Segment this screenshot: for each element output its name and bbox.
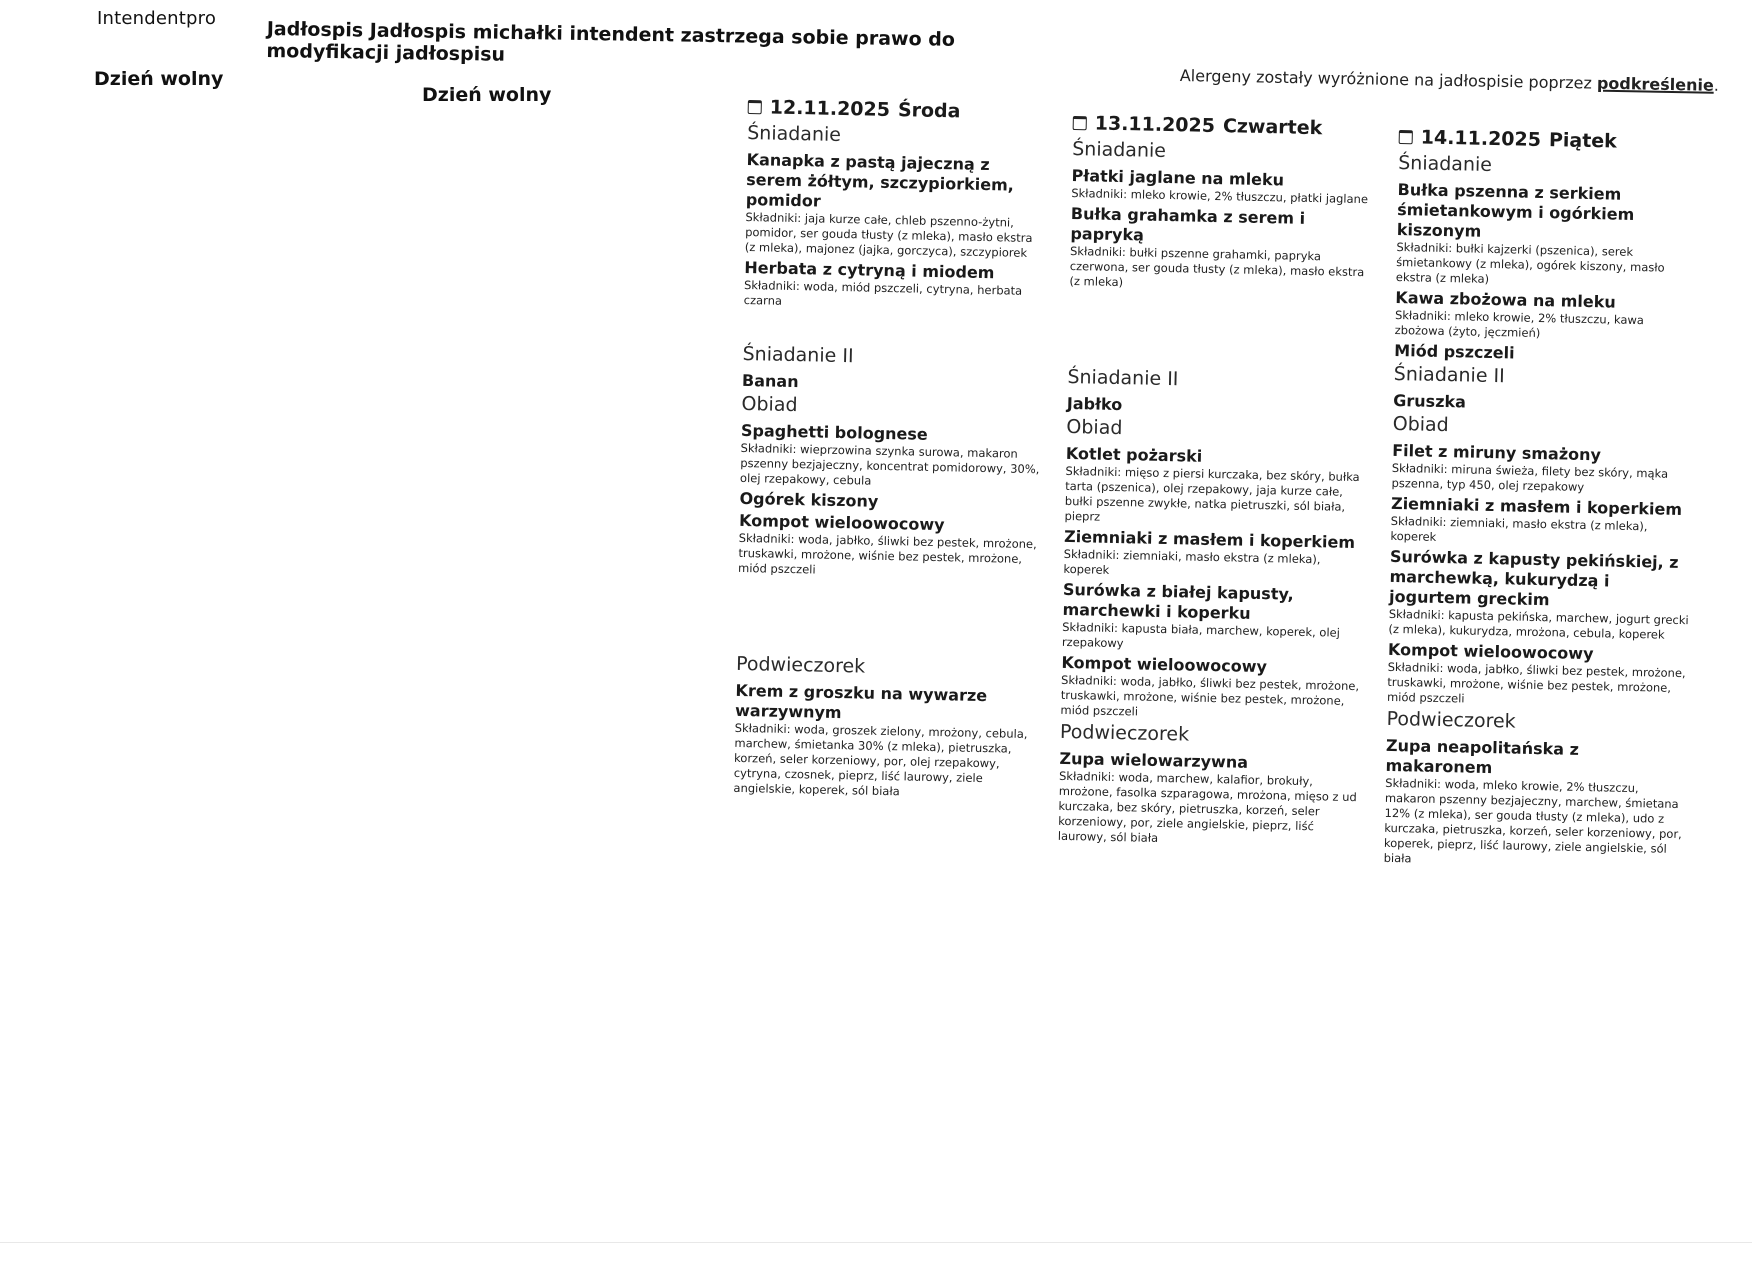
dish-ingredients: Składniki: woda, jabłko, śliwki bez pestek, mrożone, truskawki, mrożone, wiśnie bez pestek, mrożone, miód pszczeli xyxy=(1386,659,1686,706)
dish-name: Herbata z cytryną i miodem xyxy=(744,257,995,283)
dish-name: Filet z miruny smażony xyxy=(1392,440,1602,465)
day-column-thursday xyxy=(1058,112,1373,853)
dish-ingredients: Składniki: bułki pszenne grahamki, papryka czerwona, ser gouda tłusty (z mleka), masło ekstra (z mleka) xyxy=(1069,243,1365,290)
meal-label-lunch: Obiad xyxy=(1392,412,1449,437)
dish-ingredients: Składniki: miruna świeża, filety bez skóry, mąka pszenna, typ 450, olej rzepakowy xyxy=(1391,460,1669,494)
dish-ingredients: Składniki: woda, jabłko, śliwki bez pestek, mrożone, truskawki, mrożone, wiśnie bez pestek, mrożone, miód pszczeli xyxy=(737,530,1037,577)
dish-name: Bułka grahamka z serem i papryką xyxy=(1070,203,1306,245)
day-date: 14.11.2025 xyxy=(1420,126,1542,151)
dish-ingredients: Składniki: kapusta biała, marchew, koperek, olej rzepakowy xyxy=(1061,619,1341,651)
dish-name: Kotlet pożarski xyxy=(1065,443,1203,466)
dish-name: Kompot wieloowocowy xyxy=(1387,639,1594,664)
dish-ingredients: Składniki: woda, groszek zielony, mrożony, cebula, marchew, śmietanka 30% (z mleka), pietruszka, korzeń, seler korzeniowy, por, olej rzepakowy, cytryna, czosnek, pieprz, liść laurowy, ziele angielskie, koperek, sól biała xyxy=(733,720,1028,799)
dish-ingredients: Składniki: woda, jabłko, śliwki bez pestek, mrożone, truskawki, mrożone, wiśnie bez pestek, mrożone, miód pszczeli xyxy=(1060,672,1360,719)
day-header xyxy=(748,96,1048,124)
dish-name: Gruszka xyxy=(1393,390,1467,412)
meal-label-snack: Podwieczorek xyxy=(735,652,866,678)
allergen-note-text: Alergeny zostały wyróżnione na jadłospisie poprzez xyxy=(1179,66,1593,93)
dish-ingredients: Składniki: bułki kajzerki (pszenica), serek śmietankowy (z mleka), ogórek kiszony, masło ekstra (z mleka) xyxy=(1395,239,1665,286)
calendar-icon xyxy=(1073,116,1087,130)
day-date: 13.11.2025 xyxy=(1094,112,1216,137)
dish-name: Jabłko xyxy=(1066,393,1123,415)
dish-ingredients: Składniki: ziemniaki, masło ekstra (z mleka), koperek xyxy=(1063,546,1321,577)
day-column-wednesday xyxy=(733,96,1048,805)
day-off-center: Dzień wolny xyxy=(422,84,552,106)
dish-name: Kompot wieloowocowy xyxy=(1061,652,1268,677)
dish-ingredients: Składniki: mięso z piersi kurczaka, bez skóry, bułka tarta (pszenica), olej rzepakowy, jaja kurze całe, bułki pszenne zwykłe, natka pietruszki, sól biała, pieprz xyxy=(1064,463,1360,524)
meal-label-second-breakfast: Śniadanie II xyxy=(1067,365,1179,391)
dish-ingredients: Składniki: woda, marchew, kalafior, brokuły, mrożone, fasolka szparagowa, mrożona, mięso z ud kurczaka, bez skóry, pietruszka, korzeń, seler korzeniowy, por, ziele angielskie, pieprz, liść laurowy, sól biała xyxy=(1057,768,1357,845)
day-weekday: Czwartek xyxy=(1222,115,1323,140)
app-logo: Intendentpro xyxy=(97,8,217,29)
dish-name: Miód pszczeli xyxy=(1394,340,1515,363)
meal-label-breakfast: Śniadanie xyxy=(1071,137,1167,162)
dish-ingredients: Składniki: mleko krowie, 2% tłuszczu, kawa zbożowa (żyto, jęczmień) xyxy=(1394,307,1645,341)
meal-label-breakfast: Śniadanie xyxy=(1397,151,1493,176)
page-title: Jadłospis Jadłospis michałki intendent zastrzega sobie prawo do modyfikacji jadłospisu xyxy=(266,18,956,66)
dish-name: Kompot wieloowocowy xyxy=(738,510,945,535)
dish-ingredients: Składniki: woda, mleko krowie, 2% tłuszczu, makaron pszenny bezjajeczny, marchew, śmietana 12% (z mleka), ser gouda tłusty (z mleka), udo z kurczaka, pietruszka, korzeń, seler korzeniowy, por, koperek, pieprz, liść laurowy, ziele angielskie, sól biała xyxy=(1383,775,1682,866)
dish-ingredients: Składniki: mleko krowie, 2% tłuszczu, płatki jaglane xyxy=(1071,185,1369,207)
dish-ingredients: Składniki: wieprzowina szynka surowa, makaron pszenny bezjajeczny, koncentrat pomidorowy, 30%, olej rzepakowy, cebula xyxy=(739,440,1040,488)
day-header xyxy=(1399,126,1699,154)
dish-name: Banan xyxy=(741,370,799,392)
calendar-icon xyxy=(748,100,762,114)
dish-name: Surówka z białej kapusty, marchewki i koperku xyxy=(1062,579,1294,623)
dish-name: Ziemniaki z masłem i koperkiem xyxy=(1390,493,1683,520)
dish-name: Spaghetti bolognese xyxy=(740,420,928,444)
meal-label-lunch: Obiad xyxy=(1066,415,1123,440)
dish-name: Zupa neapolitańska z makaronem xyxy=(1385,735,1580,778)
dish-ingredients: Składniki: jaja kurze całe, chleb pszenno-żytni, pomidor, ser gouda tłusty (z mleka), masło ekstra (z mleka), majonez (jajka, gorczyca), szczypiorek xyxy=(744,209,1033,260)
dish-name: Bułka pszenna z serkiem śmietankowym i ogórkiem kiszonym xyxy=(1396,179,1635,241)
meal-label-lunch: Obiad xyxy=(741,392,798,417)
dish-name: Płatki jaglane na mleku xyxy=(1071,165,1285,190)
allergen-note-emphasis: podkreślenie xyxy=(1596,73,1714,95)
dish-name: Ziemniaki z masłem i koperkiem xyxy=(1063,526,1356,552)
day-header xyxy=(1073,112,1373,140)
dish-ingredients: Składniki: woda, miód pszczeli, cytryna, herbata czarna xyxy=(743,277,1023,308)
dish-name: Krem z groszku na wywarze warzywnym xyxy=(734,680,988,723)
allergen-note xyxy=(1180,66,1719,95)
dish-name: Kanapka z pastą jajeczną z serem żółtym, szczypiorkiem, pomidor xyxy=(745,149,1015,211)
meal-label-second-breakfast: Śniadanie II xyxy=(742,342,854,368)
dish-name: Surówka z kapusty pekińskiej, z marchewką, kukurydzą i jogurtem greckim xyxy=(1388,546,1679,610)
meal-label-snack: Podwieczorek xyxy=(1386,707,1516,733)
scan-edge-line xyxy=(0,1242,1752,1243)
meal-label-snack: Podwieczorek xyxy=(1059,720,1190,746)
day-weekday: Piątek xyxy=(1548,129,1618,153)
calendar-icon xyxy=(1399,130,1413,144)
allergen-note-end: . xyxy=(1713,75,1720,95)
day-column-friday xyxy=(1383,126,1698,875)
day-date: 12.11.2025 xyxy=(769,96,891,121)
day-off-left: Dzień wolny xyxy=(94,68,224,90)
dish-ingredients: Składniki: ziemniaki, masło ekstra (z mleka), koperek xyxy=(1390,513,1648,544)
meal-label-breakfast: Śniadanie xyxy=(746,121,842,146)
dish-ingredients: Składniki: kapusta pekińska, marchew, jogurt grecki (z mleka), kukurydza, mrożona, cebula, koperek xyxy=(1388,606,1689,642)
dish-name: Ogórek kiszony xyxy=(739,488,879,511)
meal-label-second-breakfast: Śniadanie II xyxy=(1393,362,1506,388)
dish-name: Kawa zbożowa na mleku xyxy=(1395,287,1616,312)
day-weekday: Środa xyxy=(897,99,961,123)
dish-name: Zupa wielowarzywna xyxy=(1059,748,1249,772)
